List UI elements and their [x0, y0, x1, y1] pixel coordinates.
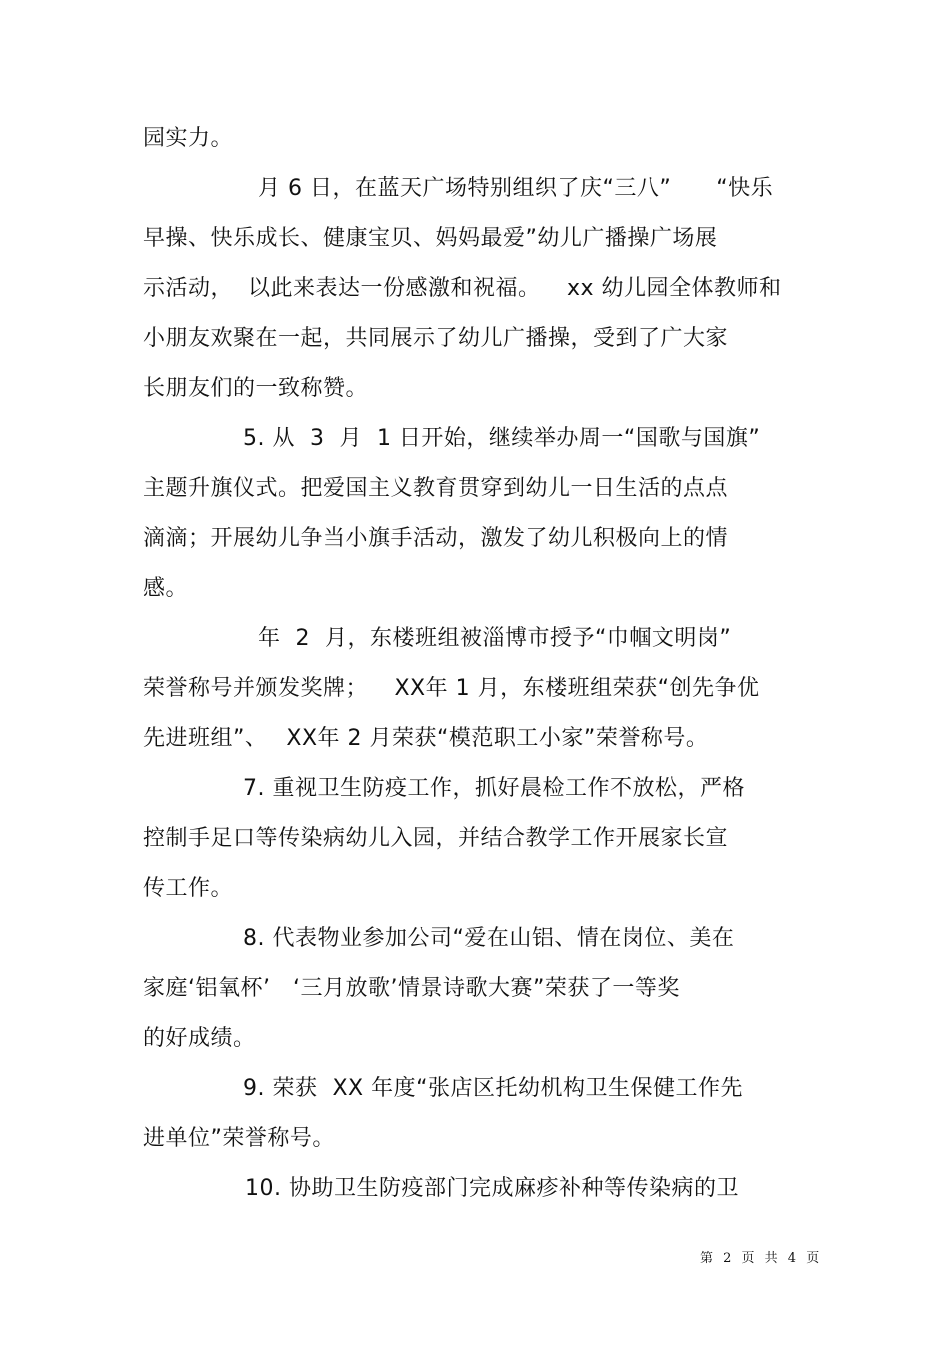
text-line-12: 荣誉称号并颁发奖牌； XX年 1 月，东楼班组荣获“创先争优: [143, 676, 760, 701]
text-line-10: 感。: [143, 576, 189, 601]
text-line-16: 传工作。: [143, 876, 234, 901]
text-line-14: 7. 重视卫生防疫工作，抓好晨检工作不放松，严格: [243, 776, 745, 801]
text-line-15: 控制手足口等传染病幼儿入园，并结合教学工作开展家长宣: [143, 826, 729, 851]
text-line-19: 的好成绩。: [143, 1026, 256, 1051]
text-line-21: 进单位”荣誉称号。: [143, 1126, 335, 1151]
text-line-4: 示活动， 以此来表达一份感激和祝福。 xx 幼儿园全体教师和: [143, 276, 782, 301]
text-line-17: 8. 代表物业参加公司“爱在山铝、情在岗位、美在: [243, 926, 735, 951]
text-line-22: 10. 协助卫生防疫部门完成麻疹补种等传染病的卫: [245, 1176, 739, 1201]
text-line-7: 5. 从 3 月 1 日开始，继续举办周一“国歌与国旗”: [243, 426, 761, 451]
page-number-footer: 第 2 页 共 4 页: [700, 1251, 823, 1266]
text-line-20: 9. 荣获 XX 年度“张店区托幼机构卫生保健工作先: [243, 1076, 744, 1101]
text-line-5: 小朋友欢聚在一起，共同展示了幼儿广播操，受到了广大家: [143, 326, 729, 351]
text-line-9: 滴滴；开展幼儿争当小旗手活动，激发了幼儿积极向上的情: [143, 526, 729, 551]
text-line-1: 园实力。: [143, 126, 234, 151]
text-line-11: 年 2 月，东楼班组被淄博市授予“巾帼文明岗”: [258, 626, 732, 651]
text-line-2: 月 6 日，在蓝天广场特别组织了庆“三八” “快乐: [258, 176, 774, 201]
text-line-13: 先进班组”、 XX年 2 月荣获“模范职工小家”荣誉称号。: [143, 726, 709, 751]
text-line-8: 主题升旗仪式。把爱国主义教育贯穿到幼儿一日生活的点点: [143, 476, 729, 501]
text-line-6: 长朋友们的一致称赞。: [143, 376, 369, 401]
text-line-3: 早操、快乐成长、健康宝贝、妈妈最爱”幼儿广播操广场展: [143, 226, 718, 251]
text-line-18: 家庭‘铝氧杯’ ‘三月放歌’情景诗歌大赛”荣获了一等奖: [143, 976, 680, 1001]
